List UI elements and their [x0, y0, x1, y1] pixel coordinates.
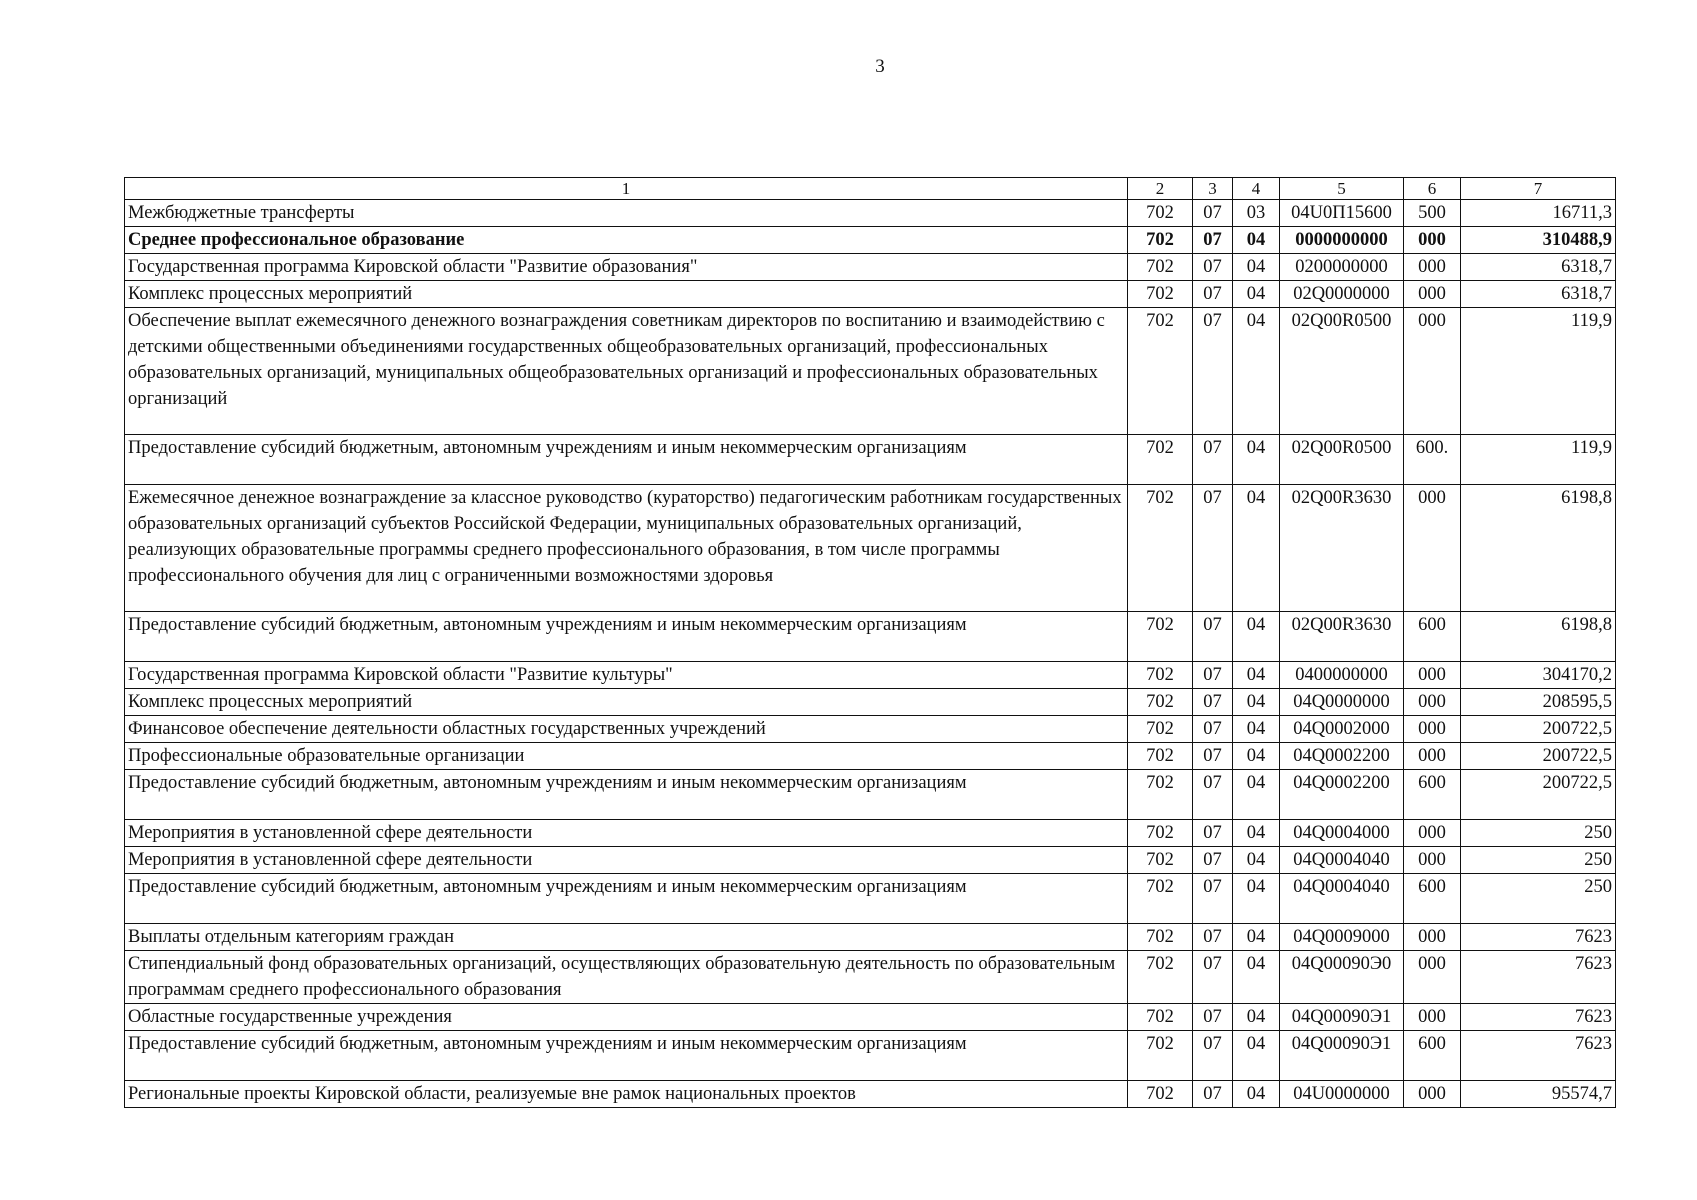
cell-col-4: 04 [1233, 1004, 1280, 1031]
cell-col-3: 07 [1193, 689, 1233, 716]
cell-col-2: 702 [1128, 951, 1193, 1004]
cell-name: Среднее профессиональное образование [125, 227, 1128, 254]
header-col-1: 1 [125, 178, 1128, 200]
cell-col-7: 7623 [1461, 1031, 1616, 1081]
cell-col-6: 600 [1404, 770, 1461, 820]
cell-col-5: 04Q00090Э1 [1280, 1031, 1404, 1081]
cell-col-5: 02Q00R0500 [1280, 435, 1404, 485]
table-row [125, 847, 1616, 874]
cell-name: Предоставление субсидий бюджетным, автономным учреждениям и иным некоммерческим организациям [125, 1031, 1128, 1081]
cell-col-3: 07 [1193, 874, 1233, 924]
table-body [125, 200, 1616, 1108]
cell-col-6: 000 [1404, 820, 1461, 847]
cell-col-6: 600 [1404, 612, 1461, 662]
cell-name: Предоставление субсидий бюджетным, автономным учреждениям и иным некоммерческим организациям [125, 874, 1128, 924]
cell-col-2: 702 [1128, 308, 1193, 435]
table-row [125, 485, 1616, 612]
table-row [125, 770, 1616, 820]
cell-name: Комплекс процессных мероприятий [125, 281, 1128, 308]
cell-col-2: 702 [1128, 847, 1193, 874]
cell-col-7: 6198,8 [1461, 485, 1616, 612]
table-row [125, 820, 1616, 847]
cell-col-7: 6318,7 [1461, 281, 1616, 308]
cell-col-2: 702 [1128, 227, 1193, 254]
header-col-7: 7 [1461, 178, 1616, 200]
cell-col-5: 04Q0004040 [1280, 874, 1404, 924]
table-row [125, 1004, 1616, 1031]
cell-col-4: 04 [1233, 689, 1280, 716]
cell-col-2: 702 [1128, 1004, 1193, 1031]
cell-col-2: 702 [1128, 662, 1193, 689]
cell-col-3: 07 [1193, 485, 1233, 612]
cell-col-7: 119,9 [1461, 435, 1616, 485]
cell-col-4: 04 [1233, 1081, 1280, 1108]
cell-col-4: 04 [1233, 281, 1280, 308]
cell-col-3: 07 [1193, 254, 1233, 281]
cell-col-6: 000 [1404, 847, 1461, 874]
budget-table [124, 177, 1616, 1108]
cell-col-4: 04 [1233, 227, 1280, 254]
cell-name: Государственная программа Кировской области "Развитие образования" [125, 254, 1128, 281]
cell-col-2: 702 [1128, 689, 1193, 716]
table-row [125, 308, 1616, 435]
cell-name: Межбюджетные трансферты [125, 200, 1128, 227]
cell-col-7: 6198,8 [1461, 612, 1616, 662]
cell-col-5: 02Q00R0500 [1280, 308, 1404, 435]
cell-col-7: 6318,7 [1461, 254, 1616, 281]
cell-col-4: 04 [1233, 847, 1280, 874]
cell-name: Предоставление субсидий бюджетным, автономным учреждениям и иным некоммерческим организациям [125, 612, 1128, 662]
page-number: 3 [875, 56, 885, 77]
cell-col-4: 04 [1233, 770, 1280, 820]
cell-col-4: 04 [1233, 435, 1280, 485]
cell-col-3: 07 [1193, 951, 1233, 1004]
cell-col-2: 702 [1128, 485, 1193, 612]
cell-col-7: 304170,2 [1461, 662, 1616, 689]
cell-col-6: 000 [1404, 485, 1461, 612]
cell-name: Выплаты отдельным категориям граждан [125, 924, 1128, 951]
cell-col-3: 07 [1193, 435, 1233, 485]
cell-col-4: 04 [1233, 254, 1280, 281]
cell-col-5: 04Q0009000 [1280, 924, 1404, 951]
cell-col-2: 702 [1128, 254, 1193, 281]
cell-col-5: 04U0000000 [1280, 1081, 1404, 1108]
cell-col-5: 04Q0002200 [1280, 743, 1404, 770]
cell-col-2: 702 [1128, 924, 1193, 951]
table-row [125, 227, 1616, 254]
cell-col-7: 200722,5 [1461, 743, 1616, 770]
cell-col-2: 702 [1128, 820, 1193, 847]
cell-col-7: 7623 [1461, 951, 1616, 1004]
cell-col-6: 600 [1404, 1031, 1461, 1081]
cell-col-4: 04 [1233, 308, 1280, 435]
cell-col-5: 04Q0002000 [1280, 716, 1404, 743]
cell-name: Ежемесячное денежное вознаграждение за классное руководство (кураторство) педагогическим работникам государственных образовательных организаций субъектов Российской Федерации, муниципальных образовательных организаций, реализующих образовательные программы среднего профессионального образования, в том числе программы профессионального обучения для лиц с ограниченными возможностями здоровья [125, 485, 1128, 612]
header-col-4: 4 [1233, 178, 1280, 200]
cell-col-6: 000 [1404, 1081, 1461, 1108]
header-row [125, 178, 1616, 200]
cell-name: Комплекс процессных мероприятий [125, 689, 1128, 716]
cell-col-7: 250 [1461, 874, 1616, 924]
cell-col-7: 7623 [1461, 924, 1616, 951]
table-row [125, 743, 1616, 770]
cell-col-6: 000 [1404, 227, 1461, 254]
table-row [125, 716, 1616, 743]
cell-col-4: 04 [1233, 874, 1280, 924]
cell-col-6: 000 [1404, 689, 1461, 716]
cell-col-7: 200722,5 [1461, 770, 1616, 820]
cell-col-7: 7623 [1461, 1004, 1616, 1031]
cell-col-5: 0000000000 [1280, 227, 1404, 254]
cell-name: Областные государственные учреждения [125, 1004, 1128, 1031]
cell-col-4: 04 [1233, 485, 1280, 612]
cell-name: Обеспечение выплат ежемесячного денежного вознаграждения советникам директоров по воспитанию и взаимодействию с детскими общественными объединениями государственных общеобразовательных организаций, профессиональных образовательных организаций, муниципальных общеобразовательных организаций и профессиональных образовательных организаций [125, 308, 1128, 435]
cell-col-3: 07 [1193, 1081, 1233, 1108]
cell-col-6: 000 [1404, 281, 1461, 308]
cell-col-3: 07 [1193, 820, 1233, 847]
cell-col-4: 04 [1233, 612, 1280, 662]
cell-col-5: 02Q00R3630 [1280, 612, 1404, 662]
table-row [125, 281, 1616, 308]
cell-col-3: 07 [1193, 308, 1233, 435]
cell-col-3: 07 [1193, 770, 1233, 820]
cell-name: Финансовое обеспечение деятельности областных государственных учреждений [125, 716, 1128, 743]
header-col-3: 3 [1193, 178, 1233, 200]
cell-col-6: 000 [1404, 254, 1461, 281]
cell-col-5: 04Q0004000 [1280, 820, 1404, 847]
cell-col-2: 702 [1128, 874, 1193, 924]
header-col-5: 5 [1280, 178, 1404, 200]
cell-col-3: 07 [1193, 612, 1233, 662]
header-col-2: 2 [1128, 178, 1193, 200]
cell-col-5: 0400000000 [1280, 662, 1404, 689]
cell-col-3: 07 [1193, 281, 1233, 308]
cell-col-2: 702 [1128, 281, 1193, 308]
cell-col-5: 02Q0000000 [1280, 281, 1404, 308]
cell-col-7: 200722,5 [1461, 716, 1616, 743]
cell-col-6: 500 [1404, 200, 1461, 227]
cell-col-6: 000 [1404, 951, 1461, 1004]
cell-col-7: 250 [1461, 820, 1616, 847]
cell-col-6: 000 [1404, 743, 1461, 770]
cell-col-5: 04Q00090Э0 [1280, 951, 1404, 1004]
cell-col-5: 04Q0000000 [1280, 689, 1404, 716]
cell-col-2: 702 [1128, 716, 1193, 743]
table-row [125, 612, 1616, 662]
cell-col-3: 07 [1193, 847, 1233, 874]
cell-col-6: 600. [1404, 435, 1461, 485]
cell-name: Государственная программа Кировской области "Развитие культуры" [125, 662, 1128, 689]
cell-col-7: 208595,5 [1461, 689, 1616, 716]
cell-col-7: 119,9 [1461, 308, 1616, 435]
cell-col-2: 702 [1128, 743, 1193, 770]
cell-name: Профессиональные образовательные организации [125, 743, 1128, 770]
cell-col-4: 04 [1233, 1031, 1280, 1081]
cell-col-6: 000 [1404, 662, 1461, 689]
cell-col-3: 07 [1193, 716, 1233, 743]
cell-col-3: 07 [1193, 1004, 1233, 1031]
cell-col-6: 600 [1404, 874, 1461, 924]
cell-col-2: 702 [1128, 200, 1193, 227]
cell-col-6: 000 [1404, 1004, 1461, 1031]
table-row [125, 924, 1616, 951]
table-row [125, 200, 1616, 227]
cell-col-4: 04 [1233, 743, 1280, 770]
cell-col-3: 07 [1193, 200, 1233, 227]
table-row [125, 1081, 1616, 1108]
header-col-6: 6 [1404, 178, 1461, 200]
cell-col-6: 000 [1404, 716, 1461, 743]
cell-col-4: 04 [1233, 924, 1280, 951]
cell-col-6: 000 [1404, 924, 1461, 951]
table-row [125, 254, 1616, 281]
cell-col-2: 702 [1128, 435, 1193, 485]
cell-col-5: 04Q0004040 [1280, 847, 1404, 874]
table-row [125, 662, 1616, 689]
cell-col-5: 02Q00R3630 [1280, 485, 1404, 612]
cell-col-4: 04 [1233, 820, 1280, 847]
cell-col-3: 07 [1193, 1031, 1233, 1081]
cell-col-2: 702 [1128, 612, 1193, 662]
cell-name: Мероприятия в установленной сфере деятельности [125, 820, 1128, 847]
cell-col-5: 0200000000 [1280, 254, 1404, 281]
cell-col-5: 04Q0002200 [1280, 770, 1404, 820]
table-row [125, 435, 1616, 485]
table-row [125, 874, 1616, 924]
cell-name: Предоставление субсидий бюджетным, автономным учреждениям и иным некоммерческим организациям [125, 435, 1128, 485]
cell-col-5: 04Q00090Э1 [1280, 1004, 1404, 1031]
cell-col-4: 04 [1233, 716, 1280, 743]
cell-col-7: 310488,9 [1461, 227, 1616, 254]
cell-name: Мероприятия в установленной сфере деятельности [125, 847, 1128, 874]
cell-col-3: 07 [1193, 227, 1233, 254]
cell-col-6: 000 [1404, 308, 1461, 435]
cell-col-5: 04U0П15600 [1280, 200, 1404, 227]
cell-col-2: 702 [1128, 1081, 1193, 1108]
cell-col-7: 95574,7 [1461, 1081, 1616, 1108]
cell-name: Стипендиальный фонд образовательных организаций, осуществляющих образовательную деятельность по образовательным программам среднего профессионального образования [125, 951, 1128, 1004]
cell-col-4: 03 [1233, 200, 1280, 227]
cell-col-2: 702 [1128, 770, 1193, 820]
table-row [125, 689, 1616, 716]
cell-col-3: 07 [1193, 743, 1233, 770]
cell-col-4: 04 [1233, 951, 1280, 1004]
table-row [125, 1031, 1616, 1081]
cell-col-4: 04 [1233, 662, 1280, 689]
cell-col-7: 16711,3 [1461, 200, 1616, 227]
cell-col-3: 07 [1193, 924, 1233, 951]
cell-col-2: 702 [1128, 1031, 1193, 1081]
table-row [125, 951, 1616, 1004]
cell-name: Предоставление субсидий бюджетным, автономным учреждениям и иным некоммерческим организациям [125, 770, 1128, 820]
cell-col-3: 07 [1193, 662, 1233, 689]
cell-col-7: 250 [1461, 847, 1616, 874]
cell-name: Региональные проекты Кировской области, реализуемые вне рамок национальных проектов [125, 1081, 1128, 1108]
